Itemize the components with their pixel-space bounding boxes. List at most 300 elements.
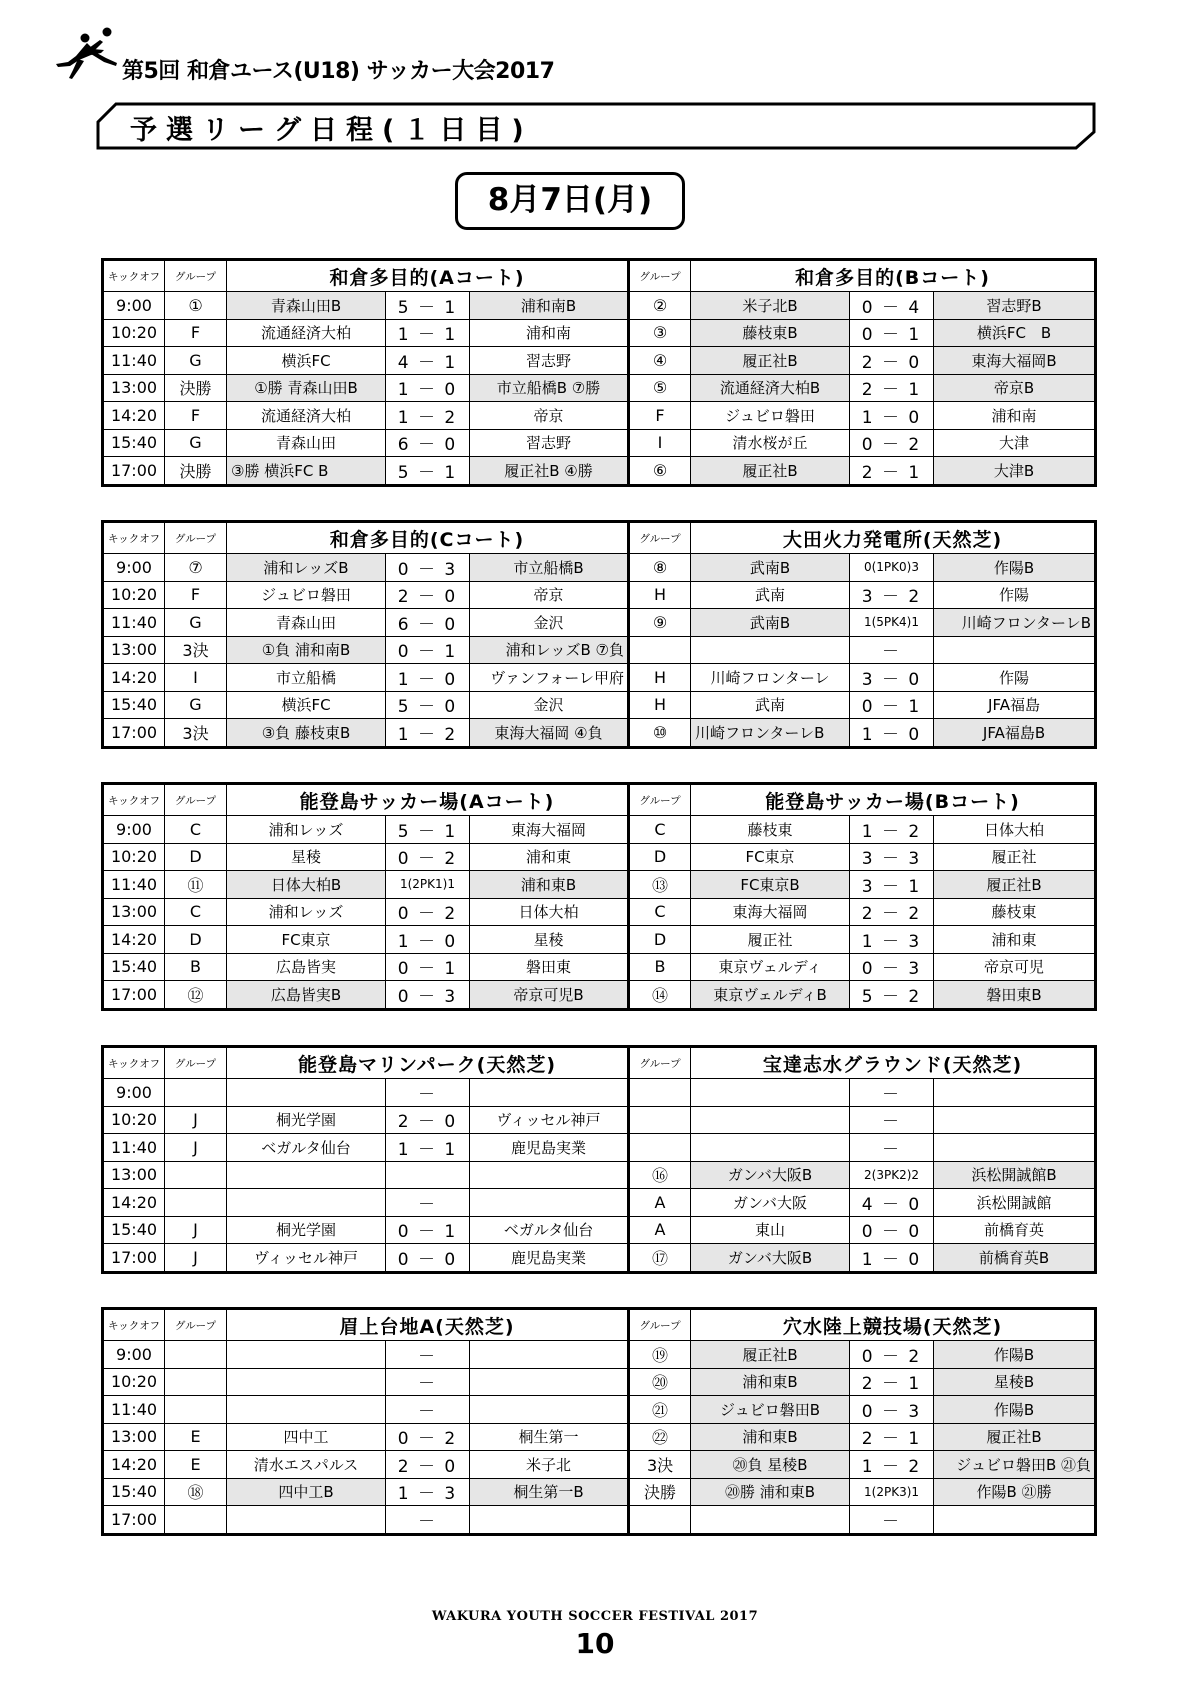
home-team: 武南B	[691, 609, 850, 637]
group-cell: ⑱	[165, 1478, 227, 1506]
home-team	[227, 1396, 386, 1424]
score-cell: －	[850, 1134, 934, 1162]
match-row	[103, 981, 1096, 1010]
home-team	[227, 1341, 386, 1369]
venue-header: 和倉多目的(Cコート)	[227, 522, 629, 554]
match-row	[103, 1106, 1096, 1134]
group-header: グループ	[165, 1309, 227, 1341]
away-team	[470, 1161, 629, 1189]
away-team: 帝京可児	[934, 953, 1096, 981]
home-team: 星稜	[227, 843, 386, 871]
score-cell: 0 － 1	[386, 953, 470, 981]
score-cell: 1(2PK3)1	[850, 1478, 934, 1506]
score-cell: 2(3PK2)2	[850, 1161, 934, 1189]
home-team: 流通経済大柏	[227, 402, 386, 430]
match-row	[103, 1244, 1096, 1273]
score-cell: 0 － 3	[386, 554, 470, 582]
kickoff-time: 14:20	[103, 1189, 165, 1217]
group-header: グループ	[165, 784, 227, 816]
score-cell: 1 － 0	[386, 664, 470, 692]
match-row	[103, 457, 1096, 486]
score-cell: 0 － 3	[850, 1396, 934, 1424]
score-cell: 1 － 0	[850, 719, 934, 748]
home-team: ガンバ大阪B	[691, 1161, 850, 1189]
group-cell: ㉒	[629, 1423, 691, 1451]
kickoff-time: 11:40	[103, 347, 165, 375]
group-cell: ④	[629, 347, 691, 375]
away-team: 作陽B ㉑勝	[934, 1478, 1096, 1506]
group-cell: ⑰	[629, 1244, 691, 1273]
group-cell: ㉑	[629, 1396, 691, 1424]
away-team: ジュビロ磐田B ㉑負	[934, 1451, 1096, 1479]
venue-header: 能登島サッカー場(Aコート)	[227, 784, 629, 816]
score-cell: －	[386, 1368, 470, 1396]
home-team: 川崎フロンターレ	[691, 664, 850, 692]
home-team	[227, 1368, 386, 1396]
match-row	[103, 898, 1096, 926]
match-row	[103, 719, 1096, 748]
home-team: 横浜FC	[227, 691, 386, 719]
group-cell: E	[165, 1451, 227, 1479]
group-cell: G	[165, 347, 227, 375]
home-team: 川崎フロンターレB	[691, 719, 850, 748]
score-cell: 3 － 0	[850, 664, 934, 692]
kickoff-time: 17:00	[103, 719, 165, 748]
score-cell: 0 － 0	[386, 1244, 470, 1273]
away-team: 帝京	[470, 581, 629, 609]
score-cell: 1 － 1	[386, 1134, 470, 1162]
group-cell	[165, 1368, 227, 1396]
kickoff-time: 11:40	[103, 1134, 165, 1162]
group-cell: ⑪	[165, 871, 227, 899]
away-team: 星稜B	[934, 1368, 1096, 1396]
away-team	[934, 1079, 1096, 1107]
away-team: 作陽	[934, 664, 1096, 692]
group-cell: ⑭	[629, 981, 691, 1010]
venue-header: 宝達志水グラウンド(天然芝)	[691, 1047, 1096, 1079]
match-row	[103, 292, 1096, 320]
group-cell: C	[165, 898, 227, 926]
group-cell: ⑧	[629, 554, 691, 582]
score-cell	[386, 1161, 470, 1189]
kickoff-time: 11:40	[103, 1396, 165, 1424]
away-team	[470, 1189, 629, 1217]
home-team: 藤枝東	[691, 816, 850, 844]
away-team	[470, 1341, 629, 1369]
score-cell: 0 － 0	[850, 1216, 934, 1244]
section-banner	[96, 102, 1096, 150]
group-header: グループ	[165, 260, 227, 292]
home-team: 清水桜が丘	[691, 429, 850, 457]
score-cell: 0(1PK0)3	[850, 554, 934, 582]
kickoff-header: キックオフ	[103, 522, 165, 554]
home-team: ベガルタ仙台	[227, 1134, 386, 1162]
score-cell: 1 － 1	[386, 319, 470, 347]
home-team: 藤枝東B	[691, 319, 850, 347]
home-team: 横浜FC	[227, 347, 386, 375]
score-cell: 1 － 3	[386, 1478, 470, 1506]
score-cell: 3 － 2	[850, 581, 934, 609]
away-team: ベガルタ仙台	[470, 1216, 629, 1244]
group-cell: A	[629, 1216, 691, 1244]
score-cell: 1 － 2	[850, 1451, 934, 1479]
score-cell: 2 － 2	[850, 898, 934, 926]
home-team: 浦和東B	[691, 1368, 850, 1396]
match-row	[103, 691, 1096, 719]
kickoff-time: 13:00	[103, 636, 165, 664]
group-cell: H	[629, 664, 691, 692]
group-cell: ⑲	[629, 1341, 691, 1369]
group-cell	[629, 636, 691, 664]
home-team: FC東京B	[691, 871, 850, 899]
match-row	[103, 1478, 1096, 1506]
venue-header: 和倉多目的(Aコート)	[227, 260, 629, 292]
home-team: 浦和レッズB	[227, 554, 386, 582]
group-cell: D	[165, 843, 227, 871]
away-team: 作陽B	[934, 1396, 1096, 1424]
away-team: 鹿児島実業	[470, 1134, 629, 1162]
home-team: 浦和東B	[691, 1423, 850, 1451]
match-row	[103, 953, 1096, 981]
score-cell: 1 － 2	[386, 402, 470, 430]
score-cell: 2 － 0	[386, 1451, 470, 1479]
match-row	[103, 926, 1096, 954]
score-cell: －	[386, 1189, 470, 1217]
match-row	[103, 347, 1096, 375]
kickoff-time: 15:40	[103, 691, 165, 719]
home-team	[691, 1506, 850, 1535]
home-team: ③負 藤枝東B	[227, 719, 386, 748]
home-team	[227, 1189, 386, 1217]
group-cell	[165, 1161, 227, 1189]
home-team: 青森山田B	[227, 292, 386, 320]
away-team: JFA福島B	[934, 719, 1096, 748]
home-team: ③勝 横浜FC B	[227, 457, 386, 486]
away-team: 帝京可児B	[470, 981, 629, 1010]
kickoff-time: 10:20	[103, 581, 165, 609]
home-team: 履正社B	[691, 1341, 850, 1369]
match-row	[103, 1451, 1096, 1479]
venue-header: 能登島サッカー場(Bコート)	[691, 784, 1096, 816]
away-team: 習志野	[470, 347, 629, 375]
match-row	[103, 816, 1096, 844]
away-team: 履正社B	[934, 871, 1096, 899]
group-cell	[629, 1506, 691, 1535]
score-cell: －	[386, 1506, 470, 1535]
score-cell: 1 － 0	[850, 1244, 934, 1273]
score-cell: 2 － 1	[850, 1368, 934, 1396]
away-team: 大津B	[934, 457, 1096, 486]
away-team: JFA福島	[934, 691, 1096, 719]
group-cell: 3決	[629, 1451, 691, 1479]
header-row	[103, 784, 1096, 816]
score-cell: －	[850, 636, 934, 664]
home-team: 東京ヴェルディB	[691, 981, 850, 1010]
venue-header: 穴水陸上競技場(天然芝)	[691, 1309, 1096, 1341]
away-team: 日体大柏	[470, 898, 629, 926]
header-row	[103, 1047, 1096, 1079]
home-team: ①負 浦和南B	[227, 636, 386, 664]
group-cell: D	[165, 926, 227, 954]
score-cell: 2 － 0	[386, 581, 470, 609]
away-team	[470, 1079, 629, 1107]
group-header: グループ	[629, 1047, 691, 1079]
match-row	[103, 581, 1096, 609]
away-team: 磐田東	[470, 953, 629, 981]
score-cell: 0 － 2	[386, 1423, 470, 1451]
away-team: 鹿児島実業	[470, 1244, 629, 1273]
away-team	[470, 1396, 629, 1424]
group-cell: J	[165, 1216, 227, 1244]
score-cell: 0 － 1	[850, 691, 934, 719]
schedule-table	[101, 520, 1097, 749]
kickoff-time: 15:40	[103, 953, 165, 981]
group-cell: I	[165, 664, 227, 692]
group-cell: J	[165, 1134, 227, 1162]
home-team	[691, 636, 850, 664]
group-cell	[629, 1106, 691, 1134]
kickoff-header: キックオフ	[103, 1309, 165, 1341]
match-row	[103, 1423, 1096, 1451]
venue-header: 大田火力発電所(天然芝)	[691, 522, 1096, 554]
footer-title: WAKURA YOUTH SOCCER FESTIVAL 2017	[431, 1609, 759, 1624]
home-team	[691, 1134, 850, 1162]
kickoff-time: 17:00	[103, 1506, 165, 1535]
score-cell: 2 － 1	[850, 374, 934, 402]
away-team: 市立船橋B ⑦勝	[470, 374, 629, 402]
away-team: 磐田東B	[934, 981, 1096, 1010]
away-team: 金沢	[470, 609, 629, 637]
home-team: 日体大柏B	[227, 871, 386, 899]
away-team: 履正社B	[934, 1423, 1096, 1451]
group-cell: F	[165, 402, 227, 430]
home-team: 桐光学園	[227, 1216, 386, 1244]
group-header: グループ	[165, 1047, 227, 1079]
group-cell: G	[165, 609, 227, 637]
away-team: 浦和レッズB ⑦負	[470, 636, 629, 664]
away-team: 桐生第一B	[470, 1478, 629, 1506]
group-cell: ⑦	[165, 554, 227, 582]
score-cell: 4 － 0	[850, 1189, 934, 1217]
kickoff-time: 9:00	[103, 292, 165, 320]
score-cell: 0 － 3	[386, 981, 470, 1010]
kickoff-time: 10:20	[103, 319, 165, 347]
group-header: グループ	[629, 260, 691, 292]
away-team: ヴァンフォーレ甲府	[470, 664, 629, 692]
score-cell: 0 － 2	[386, 843, 470, 871]
kickoff-time: 17:00	[103, 457, 165, 486]
group-cell: ⑩	[629, 719, 691, 748]
group-cell	[165, 1341, 227, 1369]
away-team: 浦和南B	[470, 292, 629, 320]
match-row	[103, 1161, 1096, 1189]
away-team: 浦和東	[934, 926, 1096, 954]
match-row	[103, 1216, 1096, 1244]
page-number: 10	[575, 1627, 615, 1660]
group-cell: H	[629, 691, 691, 719]
home-team: 履正社B	[691, 457, 850, 486]
away-team: 金沢	[470, 691, 629, 719]
score-cell: 0 － 2	[386, 898, 470, 926]
away-team: 星稜	[470, 926, 629, 954]
score-cell: 2 － 0	[850, 347, 934, 375]
away-team: 履正社	[934, 843, 1096, 871]
home-team: ジュビロ磐田	[691, 402, 850, 430]
away-team: 帝京B	[934, 374, 1096, 402]
kickoff-time: 17:00	[103, 981, 165, 1010]
score-cell: 0 － 3	[850, 953, 934, 981]
group-cell: G	[165, 691, 227, 719]
group-cell: J	[165, 1244, 227, 1273]
score-cell: 4 － 1	[386, 347, 470, 375]
group-cell: ⑬	[629, 871, 691, 899]
away-team: 習志野	[470, 429, 629, 457]
kickoff-header: キックオフ	[103, 260, 165, 292]
match-row	[103, 402, 1096, 430]
home-team: 市立船橋	[227, 664, 386, 692]
home-team	[227, 1079, 386, 1107]
score-cell: 2 － 1	[850, 457, 934, 486]
kickoff-time: 9:00	[103, 554, 165, 582]
group-cell	[629, 1079, 691, 1107]
home-team	[227, 1506, 386, 1535]
away-team: 浜松開誠館B	[934, 1161, 1096, 1189]
group-cell: ⑥	[629, 457, 691, 486]
score-cell: 2 － 1	[850, 1423, 934, 1451]
kickoff-time: 9:00	[103, 816, 165, 844]
score-cell: 5 － 0	[386, 691, 470, 719]
kickoff-time: 14:20	[103, 926, 165, 954]
schedule-table	[101, 1307, 1097, 1536]
away-team: 大津	[934, 429, 1096, 457]
away-team: 桐生第一	[470, 1423, 629, 1451]
home-team: 流通経済大柏	[227, 319, 386, 347]
group-cell: H	[629, 581, 691, 609]
home-team: 四中工	[227, 1423, 386, 1451]
group-header: グループ	[629, 1309, 691, 1341]
away-team: 米子北	[470, 1451, 629, 1479]
group-cell: 3決	[165, 719, 227, 748]
kickoff-time: 13:00	[103, 1161, 165, 1189]
away-team: 前橋育英B	[934, 1244, 1096, 1273]
score-cell: 1 － 0	[850, 402, 934, 430]
away-team: 浜松開誠館	[934, 1189, 1096, 1217]
home-team: 浦和レッズ	[227, 898, 386, 926]
group-header: グループ	[165, 522, 227, 554]
group-header: グループ	[629, 784, 691, 816]
home-team: ①勝 青森山田B	[227, 374, 386, 402]
away-team: 藤枝東	[934, 898, 1096, 926]
score-cell: 0 － 4	[850, 292, 934, 320]
score-cell: －	[386, 1079, 470, 1107]
group-header: グループ	[629, 522, 691, 554]
home-team	[691, 1079, 850, 1107]
score-cell: 0 － 2	[850, 1341, 934, 1369]
score-cell: －	[386, 1396, 470, 1424]
group-cell: E	[165, 1423, 227, 1451]
venue-header: 能登島マリンパーク(天然芝)	[227, 1047, 629, 1079]
score-cell: 6 － 0	[386, 609, 470, 637]
event-title: 第5回 和倉ユース(U18) サッカー大会2017	[122, 59, 555, 84]
group-cell: B	[165, 953, 227, 981]
match-row	[103, 871, 1096, 899]
away-team	[470, 1506, 629, 1535]
home-team: 四中工B	[227, 1478, 386, 1506]
group-cell: 決勝	[165, 457, 227, 486]
group-cell: J	[165, 1106, 227, 1134]
away-team: 東海大福岡B	[934, 347, 1096, 375]
group-cell: 決勝	[629, 1478, 691, 1506]
home-team: 広島皆実B	[227, 981, 386, 1010]
group-cell: D	[629, 926, 691, 954]
score-cell: 2 － 0	[386, 1106, 470, 1134]
score-cell: 0 － 1	[386, 1216, 470, 1244]
score-cell: －	[850, 1106, 934, 1134]
home-team: ⑳負 星稜B	[691, 1451, 850, 1479]
group-cell: I	[629, 429, 691, 457]
home-team: 武南B	[691, 554, 850, 582]
home-team: ヴィッセル神戸	[227, 1244, 386, 1273]
score-cell: 6 － 0	[386, 429, 470, 457]
away-team: ヴィッセル神戸	[470, 1106, 629, 1134]
match-row	[103, 664, 1096, 692]
match-row	[103, 374, 1096, 402]
kickoff-time: 14:20	[103, 402, 165, 430]
group-cell: G	[165, 429, 227, 457]
group-cell	[165, 1189, 227, 1217]
kickoff-time: 11:40	[103, 871, 165, 899]
home-team: ジュビロ磐田B	[691, 1396, 850, 1424]
match-date: 8月7日(月)	[455, 172, 685, 230]
away-team: 浦和東	[470, 843, 629, 871]
home-team: FC東京	[691, 843, 850, 871]
match-row	[103, 429, 1096, 457]
kickoff-time: 10:20	[103, 843, 165, 871]
group-cell: ⑳	[629, 1368, 691, 1396]
kickoff-time: 13:00	[103, 374, 165, 402]
kickoff-time: 17:00	[103, 1244, 165, 1273]
venue-header: 眉上台地A(天然芝)	[227, 1309, 629, 1341]
home-team	[227, 1161, 386, 1189]
kickoff-time: 9:00	[103, 1341, 165, 1369]
soccer-player-kick-icon	[48, 22, 128, 82]
kickoff-time: 10:20	[103, 1368, 165, 1396]
away-team: 市立船橋B	[470, 554, 629, 582]
home-team: FC東京	[227, 926, 386, 954]
home-team: 青森山田	[227, 609, 386, 637]
score-cell: 1 － 3	[850, 926, 934, 954]
home-team: 桐光学園	[227, 1106, 386, 1134]
header-row	[103, 522, 1096, 554]
home-team: 東海大福岡	[691, 898, 850, 926]
home-team	[691, 1106, 850, 1134]
away-team: 浦和南	[470, 319, 629, 347]
group-cell	[629, 1134, 691, 1162]
match-row	[103, 1368, 1096, 1396]
home-team: 米子北B	[691, 292, 850, 320]
group-cell: ⑤	[629, 374, 691, 402]
score-cell: 1 － 2	[386, 719, 470, 748]
home-team: 浦和レッズ	[227, 816, 386, 844]
home-team: 武南	[691, 581, 850, 609]
match-row	[103, 1134, 1096, 1162]
away-team: 作陽	[934, 581, 1096, 609]
match-row	[103, 1189, 1096, 1217]
group-cell: 3決	[165, 636, 227, 664]
group-cell: ③	[629, 319, 691, 347]
kickoff-time: 10:20	[103, 1106, 165, 1134]
kickoff-time: 9:00	[103, 1079, 165, 1107]
